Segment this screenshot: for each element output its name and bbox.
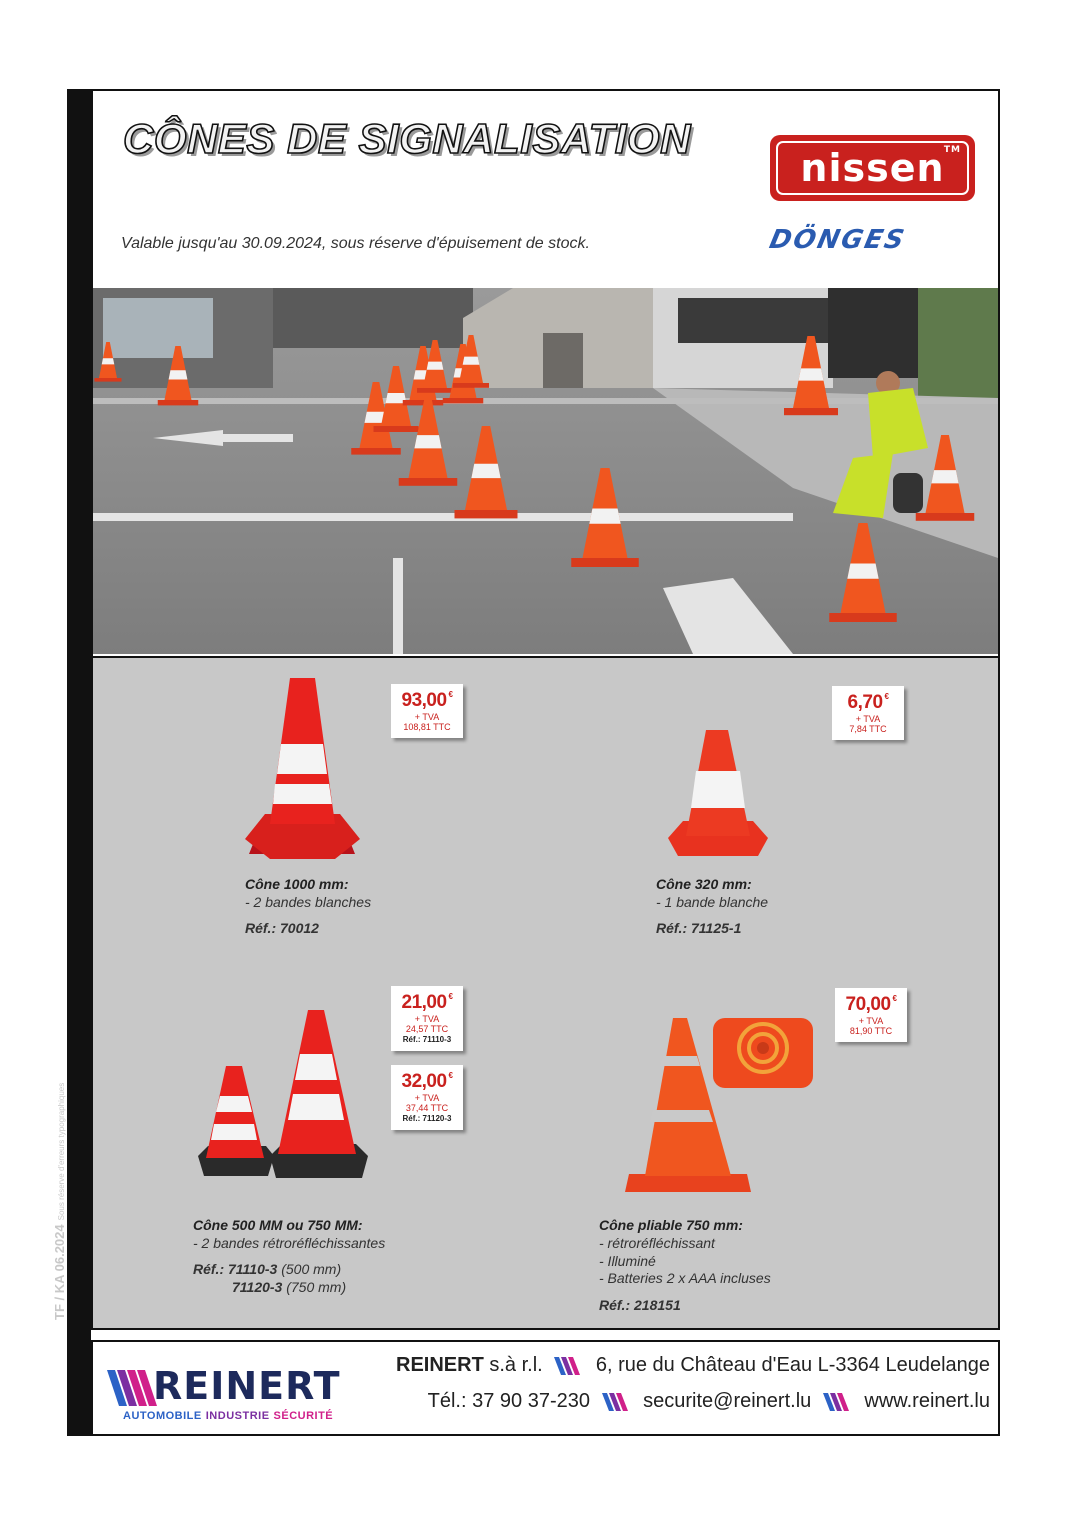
- company-address: [396, 1354, 990, 1377]
- product-name: Cône 500 MM ou 750 MM:: [193, 1217, 363, 1233]
- product-feature: - 1 bande blanche: [656, 894, 769, 910]
- price-tag-ref: Réf.: 71120-3: [402, 1114, 452, 1123]
- header: [93, 91, 998, 287]
- company-suffix: s.à r.l.: [489, 1354, 543, 1376]
- folding-cone-image: [623, 1014, 823, 1200]
- product-ref: Réf.: 70012: [245, 920, 319, 936]
- price-tag-cone-320: 6,70 € + TVA 7,84 TTC: [832, 686, 904, 740]
- price-tva: + TVA: [414, 712, 440, 722]
- cone-500-750-image: [198, 1006, 370, 1192]
- nissen-tm: TM: [943, 145, 961, 155]
- price-value: 6,70: [847, 692, 883, 713]
- price-value: 93,00: [401, 690, 447, 711]
- product-feature: - Illuminé: [599, 1253, 656, 1269]
- price-tva: + TVA: [414, 1014, 440, 1024]
- divider-stripes-icon: [823, 1393, 853, 1411]
- reinert-logo-subtitle: AUTOMOBILE INDUSTRIE SÉCURITÉ: [123, 1410, 334, 1422]
- product-ref: Réf.: 71125-1: [656, 920, 742, 936]
- footer-separator: [91, 1328, 1000, 1342]
- divider-stripes-icon: [602, 1393, 632, 1411]
- price-tag-cone-500: 21,00 € + TVA 24,57 TTC Réf.: 71110-3: [391, 986, 463, 1051]
- price-tva: + TVA: [855, 714, 881, 724]
- price-ttc: 81,90 TTC: [849, 1026, 893, 1036]
- street-photo: [93, 288, 998, 654]
- page-title: CÔNES DE SIGNALISATION: [123, 115, 691, 162]
- price-tag-folding-cone: 70,00 € + TVA 81,90 TTC: [835, 988, 907, 1042]
- price-tag-cone-750: 32,00 € + TVA 37,44 TTC Réf.: 71120-3: [391, 1065, 463, 1130]
- price-ttc: 37,44 TTC: [405, 1103, 449, 1113]
- reinert-stripes-icon: [107, 1370, 157, 1410]
- footer: [93, 1342, 998, 1434]
- product-feature: - 2 bandes rétroréfléchissantes: [193, 1235, 386, 1251]
- price-tva: + TVA: [858, 1016, 884, 1026]
- product-feature: - 2 bandes blanches: [245, 894, 372, 910]
- email-link[interactable]: securite@reinert.lu: [643, 1390, 812, 1412]
- product-name: Cône 1000 mm:: [245, 876, 349, 892]
- side-code: TF / KA 06.2024Sous réserve d'erreurs typographiques: [52, 1082, 67, 1320]
- donges-logo: DÖNGES: [766, 225, 909, 255]
- cone-320-image: [668, 726, 768, 860]
- nissen-logo-text: nissen: [800, 146, 945, 190]
- company-contact: [428, 1390, 990, 1413]
- street-scene-image: [93, 288, 998, 654]
- price-value: 70,00: [845, 994, 891, 1015]
- reinert-logo: [101, 1360, 351, 1420]
- products-panel: [93, 656, 998, 1328]
- price-ttc: 108,81 TTC: [403, 722, 451, 732]
- divider-stripes-icon: [554, 1357, 584, 1375]
- reinert-logo-text: REINERT: [153, 1364, 341, 1408]
- product-feature: - rétroréfléchissant: [599, 1235, 715, 1251]
- cone-1000-image: [245, 674, 360, 862]
- validity-note: Valable jusqu'au 30.09.2024, sous réserve d'épuisement de stock.: [121, 235, 590, 252]
- product-ref: Réf.: 218151: [599, 1297, 681, 1313]
- phone-number: Tél.: 37 90 37-230: [427, 1390, 590, 1412]
- product-name: Cône pliable 750 mm:: [599, 1217, 743, 1233]
- side-bar: [67, 89, 91, 1436]
- company-name: REINERT: [396, 1354, 484, 1376]
- product-feature: - Batteries 2 x AAA incluses: [599, 1270, 771, 1286]
- price-ttc: 24,57 TTC: [405, 1024, 449, 1034]
- price-value: 21,00: [401, 992, 447, 1013]
- nissen-logo: [770, 135, 975, 201]
- product-name: Cône 320 mm:: [656, 876, 752, 892]
- price-value: 32,00: [401, 1071, 447, 1092]
- side-note: Sous réserve d'erreurs typographiques: [57, 1082, 66, 1221]
- address-text: 6, rue du Château d'Eau L-3364 Leudelange: [595, 1354, 990, 1376]
- website-link[interactable]: www.reinert.lu: [864, 1390, 990, 1412]
- price-tva: + TVA: [414, 1093, 440, 1103]
- price-tag-ref: Réf.: 71110-3: [402, 1035, 452, 1044]
- price-ttc: 7,84 TTC: [849, 724, 887, 734]
- product-ref: Réf.: 71110-3 (500 mm): [193, 1261, 342, 1277]
- product-ref-2: 71120-3 (750 mm): [232, 1279, 347, 1295]
- price-tag-cone-1000: 93,00 € + TVA 108,81 TTC: [391, 684, 463, 738]
